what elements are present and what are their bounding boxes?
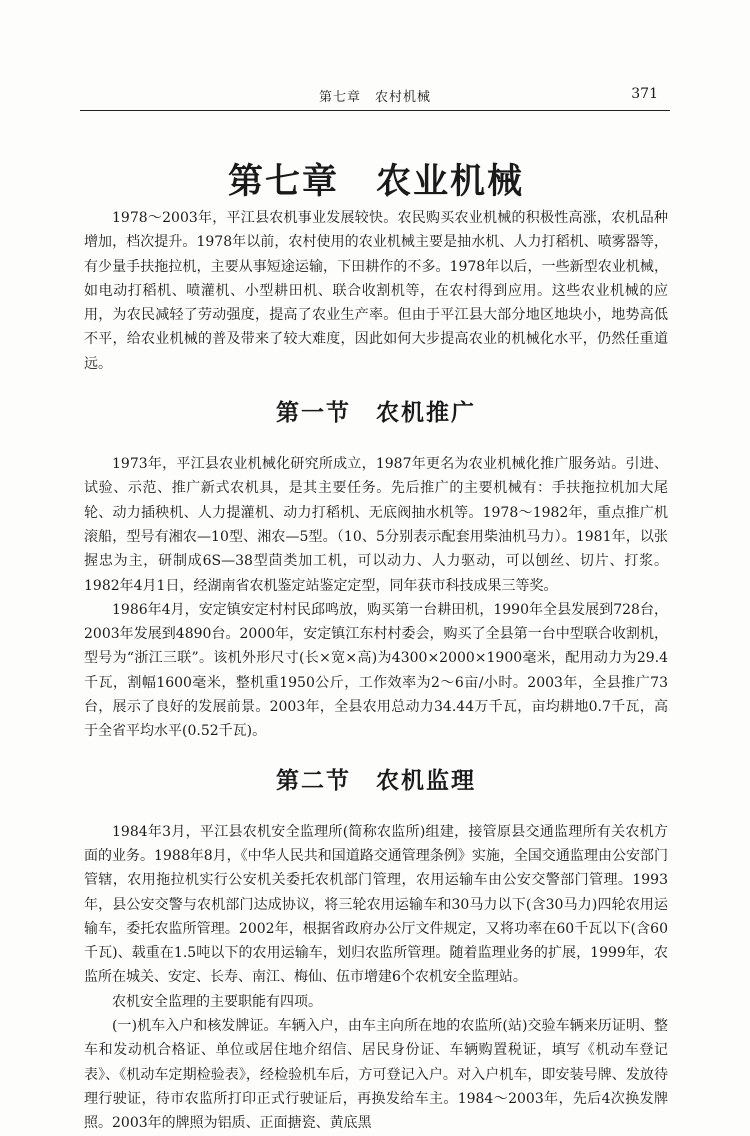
paragraph: 1984年3月，平江县农机安全监理所(简称农监所)组建，接管原县交通监理所有关农机方面的业务。1988年8月，《中华人民共和国道路交通管理条例》实施，全国交通监理由公安部门管辖，农用拖拉机实行公安机关委托农机部门管理，农用运输车由公安交警部门管理。1993年，县公安交警与农机部门达成协议，将三轮农用运输车和30马力以下(含30马力)四轮农用运输车，委托农监所管理。2002年，根据省政府办公厅文件规定，又将功率在60千瓦以下(含60千瓦)、载重在1.5吨以下的农用运输车，划归农监所管理。随着监理业务的扩展，1999年，农监所在城关、安定、长寿、南江、梅仙、伍市增建6个农机安全监理站。 <box>84 823 668 986</box>
running-head <box>80 86 670 106</box>
paragraph: (一)机车入户和核发牌证。车辆入户，由车主向所在地的农监所(站)交验车辆来历证明、整车和发动机合格证、单位或居住地介绍信、居民身份证、车辆购置税证，填写《机动车登记表》、《机动车定期检验表》，经检验机车后，方可登记入户。对入户机车，即安装号牌、发放待理行驶证，待市农监所打印正式行驶证后，再换发给车主。1984～2003年，先后4次换发牌照。2003年的牌照为铝质、正面搪瓷、黄底黑 <box>84 1018 668 1132</box>
running-head-chapter: 第七章 农村机械 <box>318 90 431 105</box>
paragraph: 农机安全监理的主要职能有四项。 <box>112 993 322 1010</box>
page-body <box>84 160 668 1136</box>
paragraph: 1973年，平江县农业机械化研究所成立，1987年更名为农业机械化推广服务站。引进、试验、示范、推广新式农机具，是其主要任务。先后推广的主要机械有：手扶拖拉机加大尾轮、动力插秧机、人力提灌机、动力打稻机、无底阀抽水机等。1978～1982年，重点推广机滚船，型号有湘农—10型、湘农—5型。（10、5分别表示配套用柴油机马力）。1981年，以张握忠为主，研制成6S—38型茴类加工机，可以动力、人力驱动，可以刨丝、切片、打浆。1982年4月1日，经湖南省农机鉴定站鉴定定型，同年获市科技成果三等奖。 <box>84 456 668 594</box>
paragraph: 1986年4月，安定镇安定村村民邱鸣放，购买第一台耕田机，1990年全县发展到728台，2003年发展到4890台。2000年，安定镇江东村村委会，购买了全县第一台中型联合收割机，型号为“浙江三联”。该机外形尺寸(长×宽×高)为4300×2000×1900毫米，配用动力为29.4千瓦，割幅1600毫米，整机重1950公斤，工作效率为2～6亩/小时。2003年，全县推广73台，展示了良好的发展前景。2003年，全县农用总动力34.44万千瓦，亩均耕地0.7千瓦，高于全省平均水平(0.52千瓦)。 <box>84 601 668 740</box>
chapter-title: 第七章 农业机械 <box>227 161 524 202</box>
section-title-2: 第二节 农机监理 <box>276 766 476 794</box>
header-rule <box>80 110 670 111</box>
page-number: 371 <box>631 86 658 102</box>
section-title-1: 第一节 农机推广 <box>276 399 476 427</box>
intro-paragraph: 1978～2003年，平江县农机事业发展较快。农民购买农业机械的积极性高涨，农机品种增加，档次提升。1978年以前，农村使用的农业机械主要是抽水机、人力打稻机、喷雾器等，有少量手扶拖拉机，主要从事短途运输，下田耕作的不多。1978年以后，一些新型农业机械，如电动打稻机、喷灌机、小型耕田机、联合收割机等，在农村得到应用。这些农业机械的应用，为农民减轻了劳动强度，提高了农业生产率。但由于平江县大部分地区地块小，地势高低不平，给农业机械的普及带来了较大难度，因此如何大步提高农业的机械化水平，仍然任重道远。 <box>84 210 668 372</box>
